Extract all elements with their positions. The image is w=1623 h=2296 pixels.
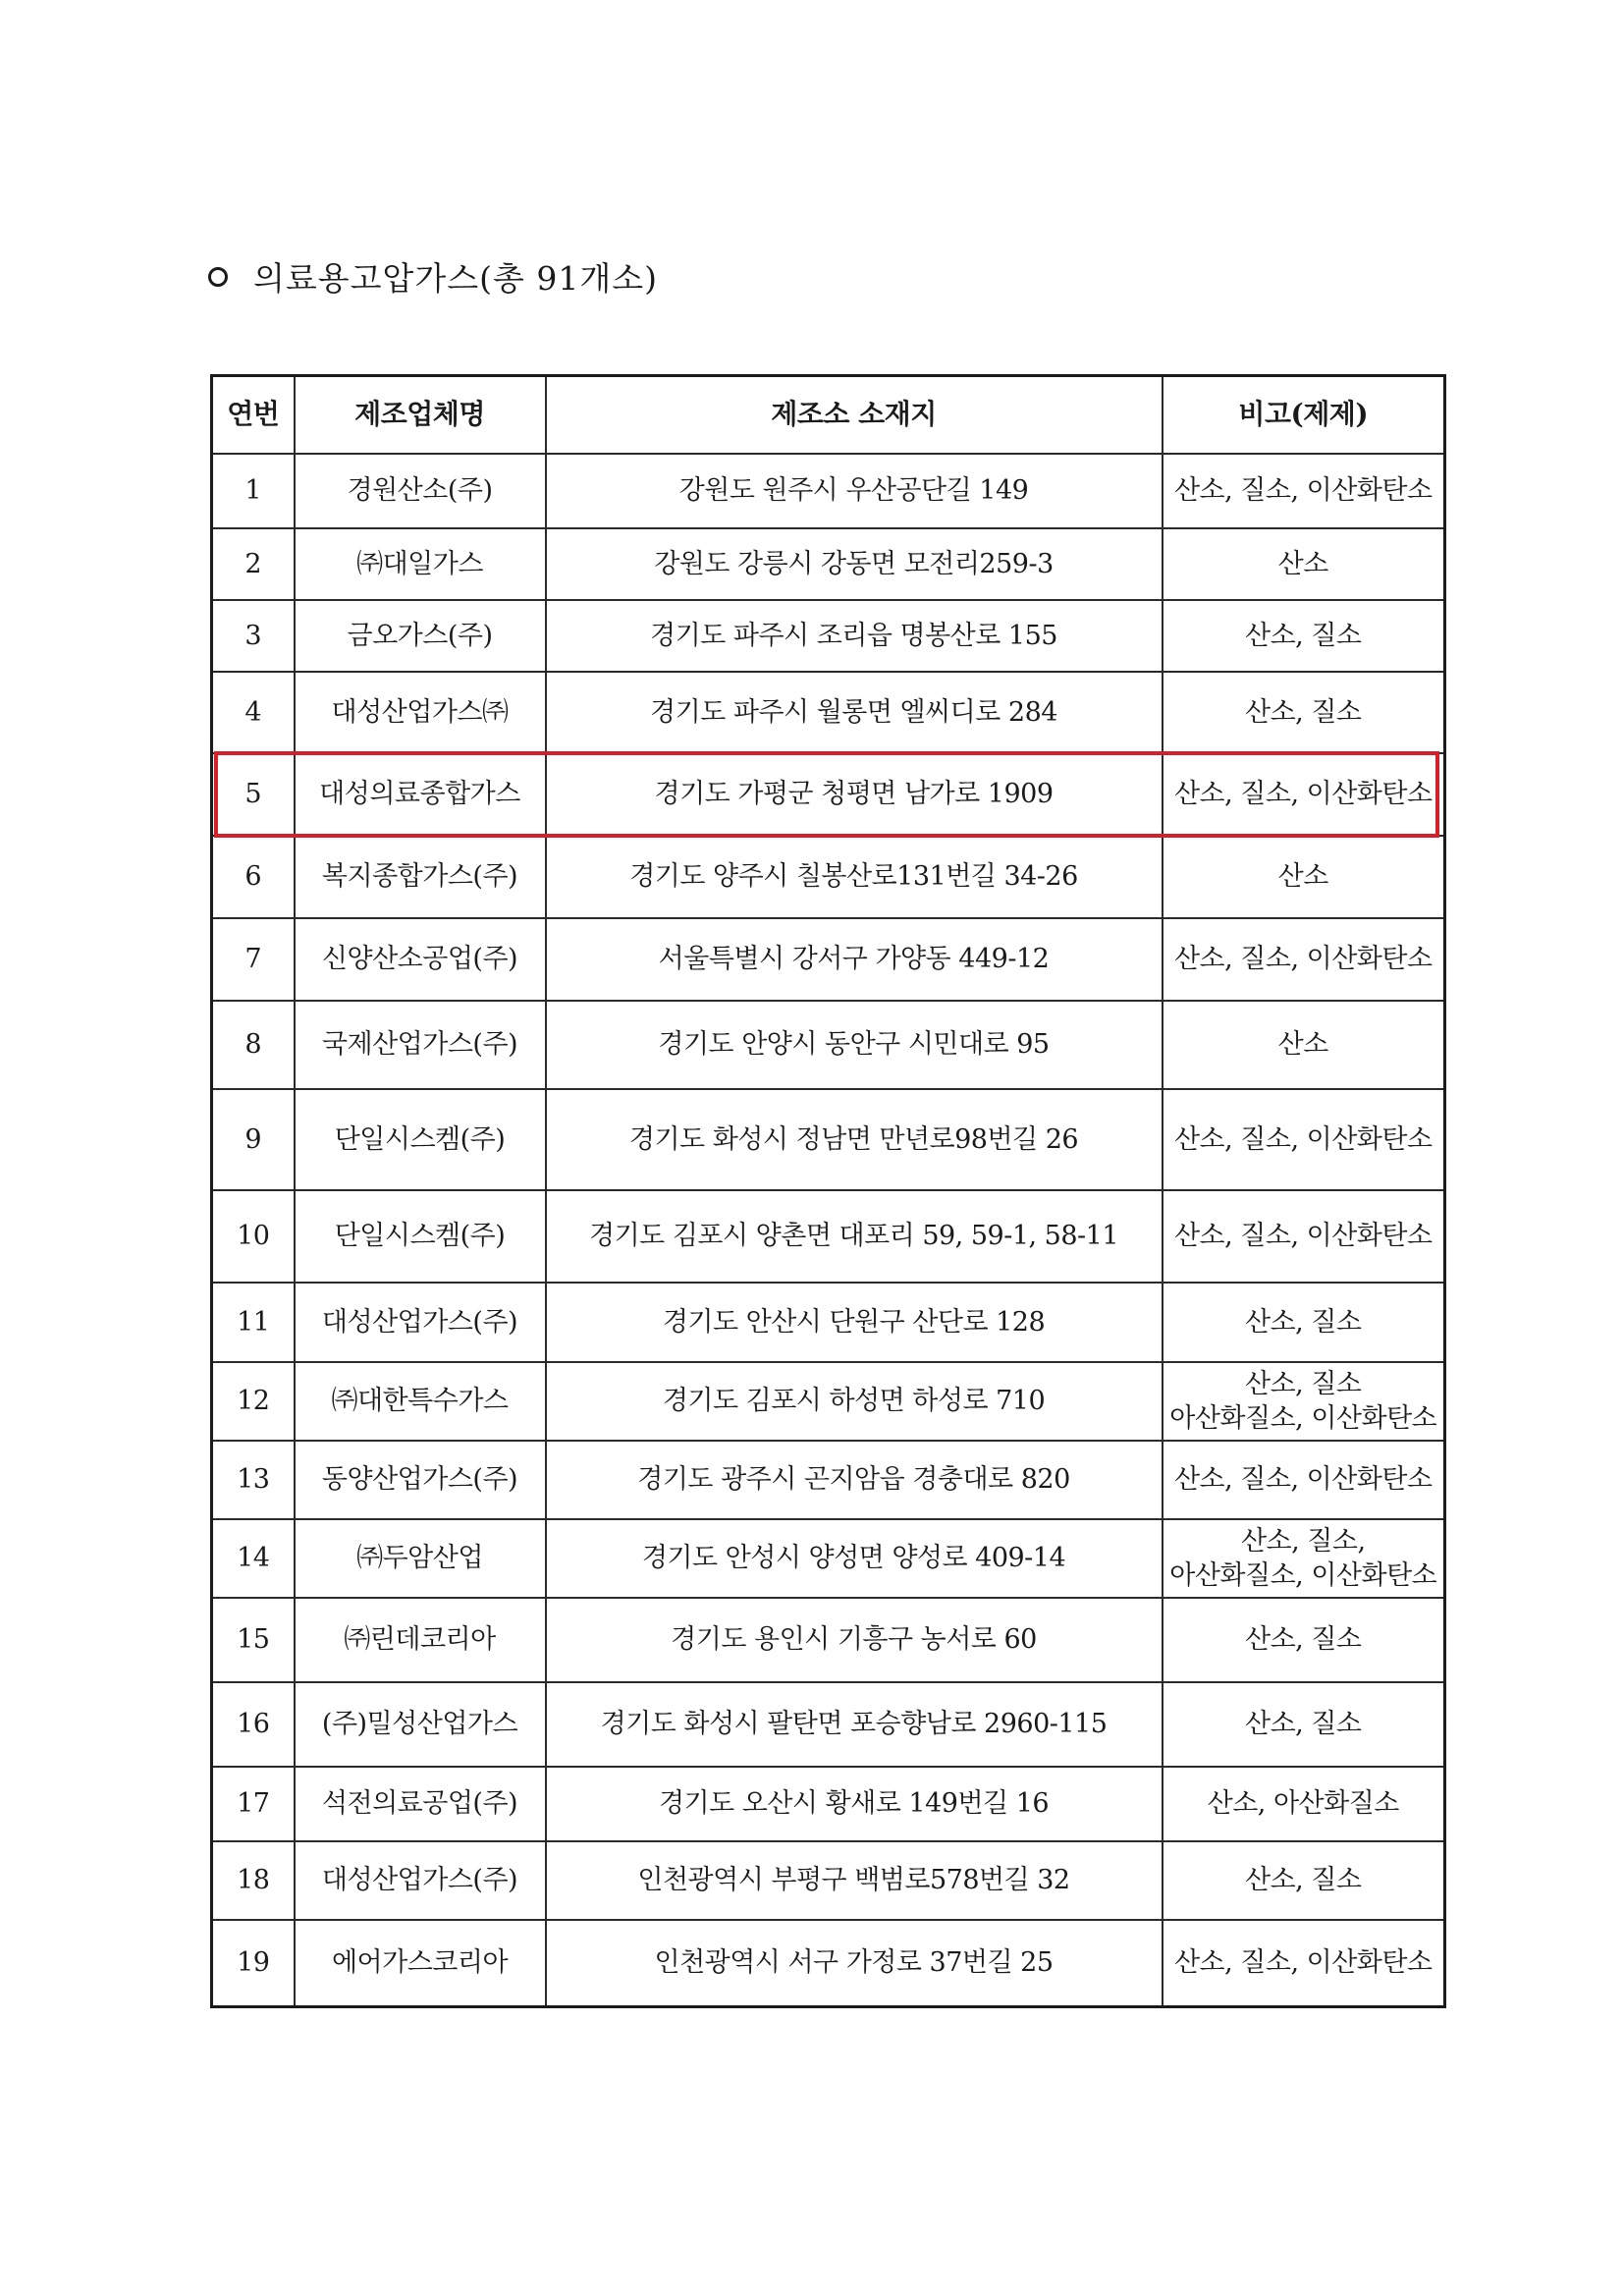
cell-no: 5 [212,753,295,836]
cell-address: 경기도 안양시 동안구 시민대로 95 [546,1001,1163,1089]
cell-note: 산소, 질소, 이산화탄소 [1163,753,1445,836]
table-row [212,1767,1445,1841]
cell-address: 경기도 용인시 기흥구 농서로 60 [546,1598,1163,1682]
cell-no: 13 [212,1441,295,1519]
cell-note-line: 아산화질소, 이산화탄소 [1169,1560,1437,1591]
table-header-row [212,376,1445,455]
cell-name: ㈜린데코리아 [295,1598,546,1682]
circle-bullet-icon [208,267,228,287]
cell-name: 경원산소(주) [295,454,546,528]
cell-note: 산소, 질소, 이산화탄소 [1163,454,1445,528]
table-row [212,1682,1445,1767]
table-row [212,600,1445,672]
cell-name: 단일시스켐(주) [295,1089,546,1190]
cell-no: 8 [212,1001,295,1089]
cell-address: 인천광역시 부평구 백범로578번길 32 [546,1841,1163,1920]
cell-no: 16 [212,1682,295,1767]
cell-address: 강원도 강릉시 강동면 모전리259-3 [546,528,1163,600]
cell-name: 복지종합가스(주) [295,836,546,918]
cell-address: 경기도 오산시 황새로 149번길 16 [546,1767,1163,1841]
table-row [212,1001,1445,1089]
table-row [212,1089,1445,1190]
table-row [212,918,1445,1001]
cell-no: 10 [212,1190,295,1283]
cell-note: 산소, 질소, 이산화탄소 [1163,1190,1445,1283]
cell-note: 산소, 아산화질소 [1163,1767,1445,1841]
cell-no: 18 [212,1841,295,1920]
manufacturer-table-container [210,374,1443,2008]
cell-note: 산소, 질소, 이산화탄소 [1163,1089,1445,1190]
cell-name: (주)밀성산업가스 [295,1682,546,1767]
cell-note [1163,1362,1445,1441]
cell-note: 산소 [1163,1001,1445,1089]
cell-note: 산소, 질소 [1163,672,1445,753]
cell-note-line: 산소, 질소, [1240,1525,1366,1557]
cell-address: 경기도 화성시 팔탄면 포승향남로 2960-115 [546,1682,1163,1767]
cell-no: 6 [212,836,295,918]
cell-note: 산소, 질소, 이산화탄소 [1163,918,1445,1001]
cell-name: ㈜두암산업 [295,1519,546,1598]
cell-note: 산소, 질소, 이산화탄소 [1163,1920,1445,2006]
cell-name: ㈜대일가스 [295,528,546,600]
cell-no: 17 [212,1767,295,1841]
cell-name: 에어가스코리아 [295,1920,546,2006]
table-row [212,1920,1445,2006]
cell-name: 금오가스(주) [295,600,546,672]
table-row [212,528,1445,600]
cell-name: 동양산업가스(주) [295,1441,546,1519]
cell-note: 산소, 질소, 이산화탄소 [1163,1441,1445,1519]
table-row [212,1519,1445,1598]
cell-address: 인천광역시 서구 가정로 37번길 25 [546,1920,1163,2006]
cell-address: 경기도 안산시 단원구 산단로 128 [546,1283,1163,1362]
cell-no: 2 [212,528,295,600]
cell-address: 경기도 화성시 정남면 만년로98번길 26 [546,1089,1163,1190]
cell-name: 대성산업가스㈜ [295,672,546,753]
table-row [212,454,1445,528]
cell-note: 산소, 질소 [1163,1283,1445,1362]
cell-note: 산소, 질소 [1163,600,1445,672]
cell-no: 14 [212,1519,295,1598]
table-row [212,836,1445,918]
table-body [212,454,1445,2006]
table-row [212,672,1445,753]
cell-name: 석전의료공업(주) [295,1767,546,1841]
cell-name: 신양산소공업(주) [295,918,546,1001]
header-address: 제조소 소재지 [546,376,1163,455]
cell-address: 경기도 광주시 곤지암읍 경충대로 820 [546,1441,1163,1519]
cell-note: 산소, 질소 [1163,1841,1445,1920]
header-note: 비고(제제) [1163,376,1445,455]
cell-name: 대성산업가스(주) [295,1283,546,1362]
cell-note-line: 산소, 질소 [1245,1368,1362,1399]
table-row [212,1841,1445,1920]
header-no: 연번 [212,376,295,455]
cell-note-line: 아산화질소, 이산화탄소 [1169,1403,1437,1434]
cell-name: 단일시스켐(주) [295,1190,546,1283]
cell-no: 7 [212,918,295,1001]
table-row [212,1283,1445,1362]
table-row [212,1441,1445,1519]
cell-address: 경기도 김포시 양촌면 대포리 59, 59-1, 58-11 [546,1190,1163,1283]
cell-address: 서울특별시 강서구 가양동 449-12 [546,918,1163,1001]
cell-address: 경기도 파주시 조리읍 명봉산로 155 [546,600,1163,672]
cell-address: 경기도 안성시 양성면 양성로 409-14 [546,1519,1163,1598]
cell-no: 1 [212,454,295,528]
cell-no: 19 [212,1920,295,2006]
cell-address: 강원도 원주시 우산공단길 149 [546,454,1163,528]
cell-no: 3 [212,600,295,672]
cell-address: 경기도 파주시 월롱면 엘씨디로 284 [546,672,1163,753]
table-row [212,1190,1445,1283]
heading-text: 의료용고압가스(총 91개소) [253,259,659,298]
cell-no: 11 [212,1283,295,1362]
table-row [212,753,1445,836]
cell-note [1163,1519,1445,1598]
cell-note: 산소 [1163,528,1445,600]
header-name: 제조업체명 [295,376,546,455]
cell-note: 산소, 질소 [1163,1682,1445,1767]
table-row [212,1598,1445,1682]
cell-name: 국제산업가스(주) [295,1001,546,1089]
cell-name: ㈜대한특수가스 [295,1362,546,1441]
cell-address: 경기도 가평군 청평면 남가로 1909 [546,753,1163,836]
cell-note: 산소 [1163,836,1445,918]
section-heading [208,253,658,300]
cell-note: 산소, 질소 [1163,1598,1445,1682]
cell-name: 대성의료종합가스 [295,753,546,836]
cell-address: 경기도 김포시 하성면 하성로 710 [546,1362,1163,1441]
cell-no: 15 [212,1598,295,1682]
manufacturer-table [210,374,1446,2008]
cell-address: 경기도 양주시 칠봉산로131번길 34-26 [546,836,1163,918]
table-row [212,1362,1445,1441]
cell-name: 대성산업가스(주) [295,1841,546,1920]
cell-no: 4 [212,672,295,753]
cell-no: 9 [212,1089,295,1190]
cell-no: 12 [212,1362,295,1441]
